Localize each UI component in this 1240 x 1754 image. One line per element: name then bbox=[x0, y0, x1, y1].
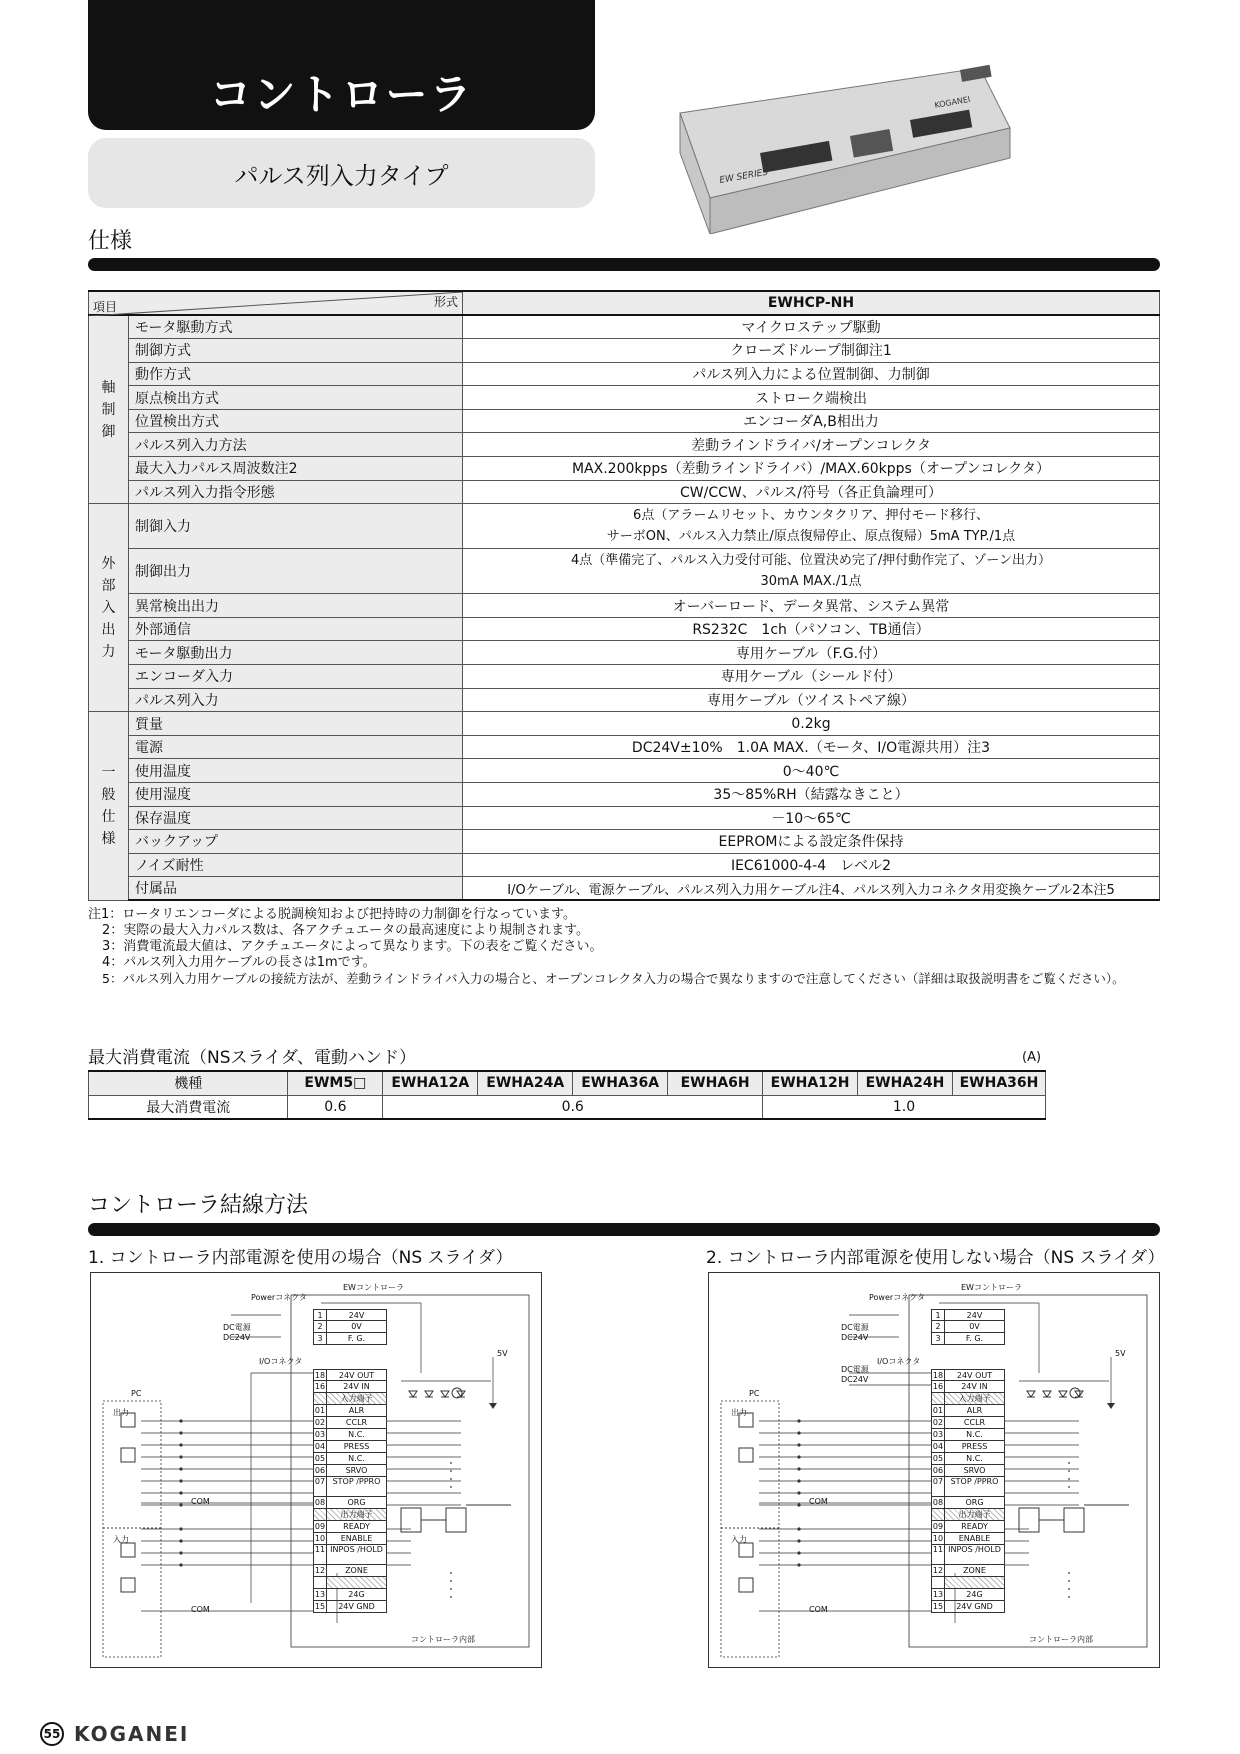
spec-value: 差動ラインドライバ/オープンコレクタ bbox=[463, 433, 1160, 457]
spec-value: 専用ケーブル（シールド付） bbox=[463, 665, 1160, 689]
group-io-label: 外 部 入 出 力 bbox=[89, 504, 129, 712]
power-pin: 2 0V bbox=[313, 1321, 387, 1333]
io-pin: 08 ORG bbox=[313, 1497, 387, 1509]
io-pin: 15 24V GND bbox=[313, 1601, 387, 1613]
spec-item: パルス列入力 bbox=[129, 688, 463, 712]
spec-value: 専用ケーブル（ツイストペア線） bbox=[463, 688, 1160, 712]
spec-value: DC24V±10% 1.0A MAX.（モータ、I/O電源共用）注3 bbox=[463, 735, 1160, 759]
spec-item: 異常検出出力 bbox=[129, 594, 463, 618]
subtitle-banner bbox=[88, 138, 595, 208]
wiring-label: 出力 bbox=[113, 1408, 129, 1417]
wiring-label: 出力 bbox=[731, 1408, 747, 1417]
footer-logo: KOGANEI bbox=[74, 1722, 190, 1746]
io-pin: 16 24V IN bbox=[313, 1381, 387, 1393]
spec-value: クローズドループ制御注1 bbox=[463, 339, 1160, 363]
current-table bbox=[88, 1070, 1046, 1120]
io-pin: 出力端子 bbox=[313, 1509, 387, 1521]
page-title: コントローラ bbox=[209, 70, 474, 119]
spec-item: パルス列入力方法 bbox=[129, 433, 463, 457]
power-pin: 1 24V bbox=[931, 1309, 1005, 1321]
spec-value: 35～85%RH（結露なきこと） bbox=[463, 783, 1160, 807]
spec-item: 位置検出方式 bbox=[129, 409, 463, 433]
spec-item: 外部通信 bbox=[129, 617, 463, 641]
spec-value: 4点（準備完了、パルス入力受付可能、位置決め完了/押付動作完了、ゾーン出力） 30mA MAX./1点 bbox=[463, 549, 1160, 594]
io-pin: 02 CCLR bbox=[931, 1417, 1005, 1429]
page-subtitle: パルス列入力タイプ bbox=[234, 162, 449, 190]
spec-item: 制御方式 bbox=[129, 339, 463, 363]
current-unit: (A) bbox=[1022, 1050, 1042, 1065]
wiring-label: EWコントローラ bbox=[343, 1283, 404, 1292]
spec-item: 保存温度 bbox=[129, 806, 463, 830]
wiring-rule bbox=[88, 1223, 1160, 1236]
current-title: 最大消費電流（NSスライダ、電動ハンド） bbox=[88, 1048, 416, 1068]
io-pin: 04 PRESS bbox=[931, 1441, 1005, 1453]
spec-value: 0～40℃ bbox=[463, 759, 1160, 783]
wiring-label: DC24V bbox=[841, 1375, 869, 1384]
io-pin: 09 READY bbox=[931, 1521, 1005, 1533]
spec-item: ノイズ耐性 bbox=[129, 853, 463, 877]
power-connector bbox=[313, 1309, 387, 1345]
io-pin: 10 ENABLE bbox=[931, 1533, 1005, 1545]
power-pin: 1 24V bbox=[313, 1309, 387, 1321]
note-2: 2：実際の最大入力パルス数は、各アクチュエータの最高速度により規制されます。 bbox=[102, 923, 590, 938]
io-pin: 03 N.C. bbox=[313, 1429, 387, 1441]
controller-photo bbox=[650, 58, 1030, 234]
current-model: EWHA36A bbox=[573, 1071, 668, 1095]
wiring-label: PC bbox=[131, 1389, 142, 1398]
wiring-label: 5V bbox=[497, 1349, 508, 1358]
spec-item: エンコーダ入力 bbox=[129, 665, 463, 689]
wiring-diagram-2 bbox=[708, 1272, 1160, 1668]
io-pin: 12 ZONE bbox=[313, 1565, 387, 1577]
wiring-label: COM bbox=[191, 1497, 210, 1506]
spec-item: モータ駆動方式 bbox=[129, 315, 463, 339]
io-connector bbox=[931, 1369, 1005, 1613]
spec-value: ストローク端検出 bbox=[463, 386, 1160, 410]
io-connector bbox=[313, 1369, 387, 1613]
io-pin: 04 PRESS bbox=[313, 1441, 387, 1453]
io-pin: 07 STOP /PPRO bbox=[931, 1477, 1005, 1497]
power-pin: 3 F. G. bbox=[313, 1333, 387, 1345]
io-pin: 03 N.C. bbox=[931, 1429, 1005, 1441]
note-4: 4：パルス列入力用ケーブルの長さは1mです。 bbox=[102, 955, 376, 970]
wiring-label: PC bbox=[749, 1389, 760, 1398]
spec-value: CW/CCW、パルス/符号（各正負論理可） bbox=[463, 480, 1160, 504]
current-value: 0.6 bbox=[288, 1095, 383, 1119]
spec-title: 仕様 bbox=[88, 229, 133, 254]
spec-value: IEC61000-4-4 レベル2 bbox=[463, 853, 1160, 877]
io-pin: 08 ORG bbox=[931, 1497, 1005, 1509]
spec-value: エンコーダA,B相出力 bbox=[463, 409, 1160, 433]
spec-item: 最大入力パルス周波数注2 bbox=[129, 457, 463, 481]
power-connector bbox=[931, 1309, 1005, 1345]
spec-value: パルス列入力による位置制御、力制御 bbox=[463, 362, 1160, 386]
io-pin: 11 INPOS /HOLD bbox=[313, 1545, 387, 1565]
io-pin: 11 INPOS /HOLD bbox=[931, 1545, 1005, 1565]
io-pin: 18 24V OUT bbox=[313, 1369, 387, 1381]
title-banner bbox=[88, 0, 595, 130]
spec-item: 制御出力 bbox=[129, 549, 463, 594]
spec-head-form: 形式 bbox=[433, 295, 458, 309]
spec-value: EEPROMによる設定条件保持 bbox=[463, 830, 1160, 854]
spec-value: RS232C 1ch（パソコン、TB通信） bbox=[463, 617, 1160, 641]
current-model: EWM5□ bbox=[288, 1071, 383, 1095]
spec-item: 質量 bbox=[129, 712, 463, 736]
power-pin: 3 F. G. bbox=[931, 1333, 1005, 1345]
current-model: EWHA36H bbox=[952, 1071, 1045, 1095]
spec-head-item: 項目 bbox=[93, 300, 118, 314]
io-pin: 入力端子 bbox=[313, 1393, 387, 1405]
wiring-label: DC24V bbox=[223, 1333, 251, 1342]
wiring-title: コントローラ結線方法 bbox=[88, 1193, 309, 1218]
wiring-sub-2: 2. コントローラ内部電源を使用しない場合（NS スライダ） bbox=[706, 1248, 1165, 1268]
spec-value: I/Oケーブル、電源ケーブル、パルス列入力用ケーブル注4、パルス列入力コネクタ用変換ケーブル2本注5 bbox=[463, 877, 1160, 901]
current-model: EWHA6H bbox=[668, 1071, 763, 1095]
spec-value: 6点（アラームリセット、カウンタクリア、押付モード移行、 サーボON、パルス入力禁止/原点復帰停止、原点復帰）5mA TYP./1点 bbox=[463, 504, 1160, 549]
current-value: 1.0 bbox=[763, 1095, 1046, 1119]
spec-item: 使用温度 bbox=[129, 759, 463, 783]
wiring-label: DC24V bbox=[841, 1333, 869, 1342]
io-pin: 06 SRVO bbox=[313, 1465, 387, 1477]
spec-item: 動作方式 bbox=[129, 362, 463, 386]
spec-item: 原点検出方式 bbox=[129, 386, 463, 410]
io-pin: 09 READY bbox=[313, 1521, 387, 1533]
spec-value: MAX.200kpps（差動ラインドライバ）/MAX.60kpps（オープンコレクタ） bbox=[463, 457, 1160, 481]
spec-model: EWHCP-NH bbox=[463, 291, 1160, 315]
spec-item: 使用湿度 bbox=[129, 783, 463, 807]
io-pin: 13 24G bbox=[931, 1589, 1005, 1601]
group-general-label: 一 般 仕 様 bbox=[89, 712, 129, 901]
spec-value: －10～65℃ bbox=[463, 806, 1160, 830]
wiring-label: I/Oコネクタ bbox=[259, 1357, 303, 1366]
wiring-label: Powerコネクタ bbox=[251, 1293, 308, 1302]
io-pin bbox=[313, 1577, 387, 1589]
spec-item: モータ駆動出力 bbox=[129, 641, 463, 665]
io-pin: 出力端子 bbox=[931, 1509, 1005, 1521]
wiring-label: COM bbox=[809, 1497, 828, 1506]
io-pin bbox=[931, 1577, 1005, 1589]
io-pin: 01 ALR bbox=[313, 1405, 387, 1417]
io-pin: 入力端子 bbox=[931, 1393, 1005, 1405]
spec-item: 制御入力 bbox=[129, 504, 463, 549]
spec-head-cell bbox=[89, 291, 463, 315]
io-pin: 05 N.C. bbox=[931, 1453, 1005, 1465]
note-1: 注1：ロータリエンコーダによる脱調検知および把持時の力制御を行なっています。 bbox=[88, 907, 576, 922]
notes bbox=[88, 907, 1188, 987]
wiring-sub-1: 1. コントローラ内部電源を使用の場合（NS スライダ） bbox=[88, 1248, 513, 1268]
spec-value: マイクロステップ駆動 bbox=[463, 315, 1160, 339]
wiring-label: EWコントローラ bbox=[961, 1283, 1022, 1292]
io-pin: 15 24V GND bbox=[931, 1601, 1005, 1613]
current-value: 0.6 bbox=[383, 1095, 763, 1119]
wiring-label: Powerコネクタ bbox=[869, 1293, 926, 1302]
wiring-label: 入力 bbox=[731, 1535, 747, 1544]
power-pin: 2 0V bbox=[931, 1321, 1005, 1333]
wiring-label: COM bbox=[191, 1605, 210, 1614]
spec-value: 専用ケーブル（F.G.付） bbox=[463, 641, 1160, 665]
wiring-label: コントローラ内部 bbox=[411, 1635, 475, 1644]
io-pin: 18 24V OUT bbox=[931, 1369, 1005, 1381]
spec-value: 0.2kg bbox=[463, 712, 1160, 736]
current-model: EWHA24A bbox=[478, 1071, 573, 1095]
wiring-diagram-1 bbox=[90, 1272, 542, 1668]
wiring-label: 入力 bbox=[113, 1535, 129, 1544]
note-5: 5：パルス列入力用ケーブルの接続方法が、差動ラインドライバ入力の場合と、オープンコレクタ入力の場合で異なりますので注意してください（詳細は取扱説明書をご覧ください）。 bbox=[102, 971, 1125, 986]
footer bbox=[40, 1722, 189, 1746]
wiring-label: COM bbox=[809, 1605, 828, 1614]
spec-item: バックアップ bbox=[129, 830, 463, 854]
wiring-label: DC電源 bbox=[223, 1323, 251, 1332]
wiring-label: DC電源 bbox=[841, 1323, 869, 1332]
spec-item: 付属品 bbox=[129, 877, 463, 901]
current-model: EWHA12H bbox=[763, 1071, 858, 1095]
io-pin: 06 SRVO bbox=[931, 1465, 1005, 1477]
wiring-label: I/Oコネクタ bbox=[877, 1357, 921, 1366]
spec-table bbox=[88, 290, 1160, 901]
current-head-label: 機種 bbox=[89, 1071, 288, 1095]
spec-rule bbox=[88, 258, 1160, 271]
io-pin: 10 ENABLE bbox=[313, 1533, 387, 1545]
photo-brand: KOGANEI bbox=[933, 94, 971, 110]
current-model: EWHA24H bbox=[858, 1071, 953, 1095]
io-pin: 13 24G bbox=[313, 1589, 387, 1601]
wiring-label: 5V bbox=[1115, 1349, 1126, 1358]
io-pin: 07 STOP /PPRO bbox=[313, 1477, 387, 1497]
io-pin: 05 N.C. bbox=[313, 1453, 387, 1465]
io-pin: 12 ZONE bbox=[931, 1565, 1005, 1577]
current-row-label: 最大消費電流 bbox=[89, 1095, 288, 1119]
note-3: 3：消費電流最大値は、アクチュエータによって異なります。下の表をご覧ください。 bbox=[102, 939, 603, 954]
spec-value: オーバーロード、データ異常、システム異常 bbox=[463, 594, 1160, 618]
io-pin: 16 24V IN bbox=[931, 1381, 1005, 1393]
wiring-label: コントローラ内部 bbox=[1029, 1635, 1093, 1644]
spec-item: パルス列入力指令形態 bbox=[129, 480, 463, 504]
io-pin: 02 CCLR bbox=[313, 1417, 387, 1429]
photo-series: EW SERIES bbox=[718, 167, 769, 186]
wiring-label: DC電源 bbox=[841, 1365, 869, 1374]
spec-item: 電源 bbox=[129, 735, 463, 759]
group-axis-label: 軸 制 御 bbox=[89, 315, 129, 504]
page-number: 55 bbox=[40, 1722, 64, 1746]
current-model: EWHA12A bbox=[383, 1071, 478, 1095]
io-pin: 01 ALR bbox=[931, 1405, 1005, 1417]
